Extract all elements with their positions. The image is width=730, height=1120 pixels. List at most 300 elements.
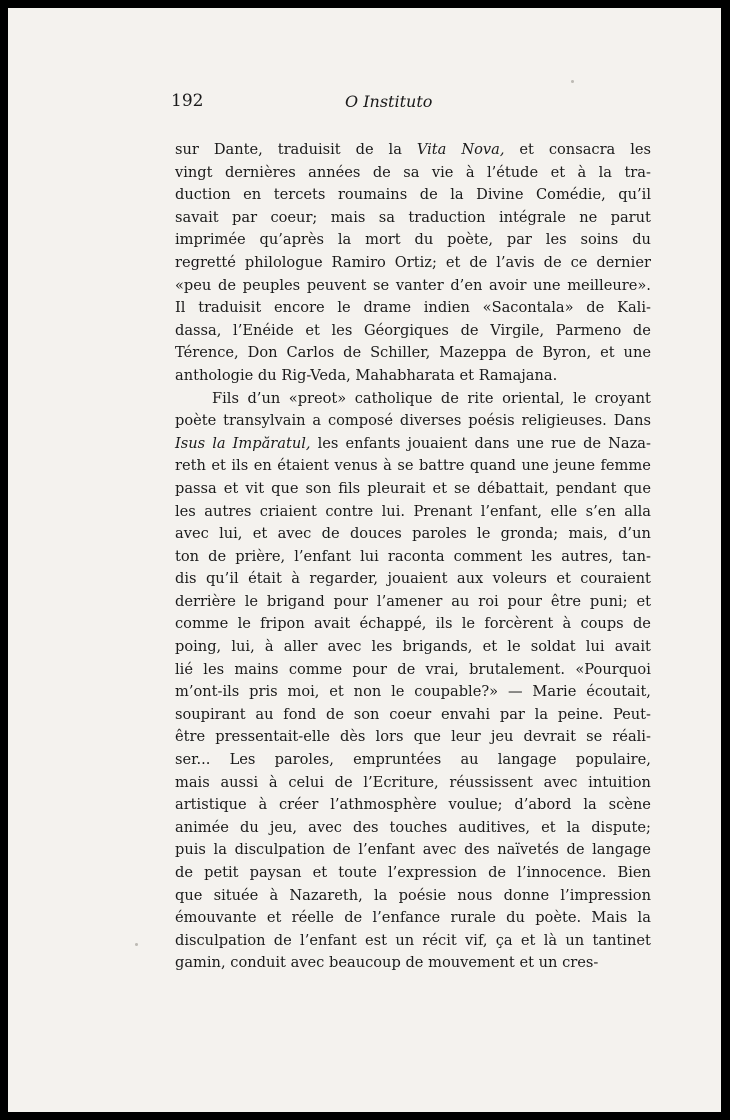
word: le bbox=[477, 525, 491, 543]
word: se bbox=[397, 457, 414, 475]
word: est bbox=[365, 931, 388, 949]
word: lors bbox=[375, 728, 404, 746]
word: qu’il bbox=[618, 186, 651, 204]
word: débattait, bbox=[477, 479, 549, 497]
word: le bbox=[391, 683, 405, 701]
word: soupirant bbox=[175, 705, 246, 723]
text-line bbox=[175, 433, 651, 456]
word: conduit bbox=[230, 954, 286, 972]
word: les bbox=[175, 502, 196, 520]
word: couraient bbox=[580, 570, 651, 588]
word: dispute; bbox=[591, 818, 651, 836]
word: Comédie, bbox=[536, 186, 606, 204]
word: lié bbox=[175, 660, 193, 678]
word: l’innocence. bbox=[517, 864, 607, 881]
word: de bbox=[372, 163, 391, 181]
word: battre bbox=[418, 457, 465, 475]
text-line bbox=[175, 817, 651, 840]
word: s’en bbox=[585, 502, 616, 520]
word: se bbox=[373, 276, 390, 294]
word: des bbox=[464, 841, 490, 859]
text-line bbox=[175, 365, 651, 388]
word: le bbox=[507, 638, 521, 656]
word: écoutait, bbox=[586, 683, 651, 701]
word: poète. bbox=[535, 909, 582, 927]
word: elle bbox=[550, 502, 578, 520]
word: un bbox=[565, 931, 585, 949]
word: traduisit bbox=[198, 299, 262, 317]
word: vif, bbox=[465, 931, 488, 949]
word: lui. bbox=[381, 502, 405, 520]
word: fils bbox=[338, 479, 361, 497]
word: et bbox=[432, 479, 447, 497]
word: ne bbox=[579, 208, 598, 226]
word: sa bbox=[403, 163, 420, 181]
word: transylvain bbox=[223, 412, 306, 430]
word: criaient bbox=[259, 502, 317, 520]
word: dernières bbox=[224, 163, 296, 181]
word: lui bbox=[360, 547, 379, 565]
word: le bbox=[572, 389, 587, 407]
word: anthologie bbox=[175, 366, 254, 384]
word: vit bbox=[245, 479, 265, 497]
word: de bbox=[208, 547, 227, 565]
word: scène bbox=[608, 796, 651, 814]
word: du bbox=[506, 909, 525, 927]
word: avec bbox=[422, 841, 457, 859]
word: d’un bbox=[247, 389, 281, 407]
page-header bbox=[171, 91, 651, 115]
word: de bbox=[460, 321, 479, 339]
word: que bbox=[271, 479, 299, 497]
word: Il bbox=[175, 299, 186, 317]
word: Byron, bbox=[542, 344, 592, 362]
text-line bbox=[175, 591, 651, 614]
word: devrait bbox=[523, 728, 576, 746]
word: son bbox=[353, 705, 380, 723]
word: au bbox=[255, 705, 274, 723]
word: fripon bbox=[260, 615, 305, 633]
text-line bbox=[175, 546, 651, 569]
word: l’étude bbox=[486, 163, 539, 181]
text-line bbox=[175, 613, 651, 636]
word: leur bbox=[451, 728, 481, 746]
word: années bbox=[308, 163, 361, 181]
word: jouaient bbox=[387, 570, 448, 588]
word: réali- bbox=[612, 728, 651, 746]
word: de bbox=[405, 954, 424, 972]
word: créer bbox=[279, 796, 319, 814]
word: dernier bbox=[596, 253, 651, 271]
word: tra- bbox=[624, 163, 651, 181]
word: Isus bbox=[175, 434, 206, 452]
word: de bbox=[175, 864, 193, 881]
word: une bbox=[516, 434, 544, 452]
word: Nazareth, bbox=[289, 886, 363, 904]
word: traduisit bbox=[277, 141, 341, 158]
word: l’enfant, bbox=[480, 502, 543, 520]
word: Don bbox=[247, 344, 278, 362]
word: Fils bbox=[212, 389, 239, 407]
word: d’abord bbox=[514, 796, 572, 814]
text-line bbox=[175, 410, 651, 433]
word: de bbox=[488, 864, 507, 881]
word: le bbox=[461, 615, 476, 633]
word: tan- bbox=[622, 547, 651, 565]
word: poète bbox=[175, 412, 217, 430]
word: coupable?» bbox=[414, 683, 499, 701]
word: située bbox=[213, 886, 259, 904]
word: qu’il bbox=[205, 570, 239, 588]
word: Kali- bbox=[617, 299, 651, 317]
word: dès bbox=[339, 728, 366, 746]
word: de bbox=[440, 389, 459, 407]
word: meilleure». bbox=[567, 276, 651, 294]
text-line bbox=[175, 320, 651, 343]
word: paroles, bbox=[274, 751, 334, 769]
word: «preot» bbox=[288, 389, 347, 407]
word: les bbox=[545, 231, 567, 249]
body-text bbox=[175, 139, 651, 975]
text-line bbox=[175, 726, 651, 749]
word: roi bbox=[478, 592, 499, 610]
text-line bbox=[175, 139, 651, 162]
word: de bbox=[343, 344, 362, 362]
word: religieuses. bbox=[521, 412, 607, 430]
word: ton bbox=[175, 547, 200, 565]
word: aussi bbox=[220, 773, 259, 791]
word: parut bbox=[610, 208, 651, 226]
word: puni; bbox=[589, 592, 628, 610]
word: beaucoup bbox=[329, 954, 401, 972]
word: de bbox=[583, 434, 602, 452]
word: la bbox=[450, 186, 464, 204]
word: donne bbox=[503, 886, 550, 904]
word: l’avis bbox=[496, 253, 535, 271]
word: Carlos bbox=[286, 344, 335, 362]
word: venus bbox=[334, 457, 378, 475]
word: croyant bbox=[594, 389, 651, 407]
word: et bbox=[223, 479, 239, 497]
word: «Pourquoi bbox=[575, 660, 651, 678]
text-line bbox=[175, 659, 651, 682]
word: artistique bbox=[175, 796, 247, 814]
word: a bbox=[312, 412, 322, 430]
text-line bbox=[175, 207, 651, 230]
word: une bbox=[533, 276, 561, 294]
word: Virgile, bbox=[490, 321, 545, 339]
word: aux bbox=[456, 570, 484, 588]
word: une bbox=[521, 457, 549, 475]
word: «Sacontala» bbox=[482, 299, 574, 317]
word: «peu bbox=[175, 276, 212, 294]
word: avec bbox=[327, 638, 362, 656]
word: avait bbox=[314, 615, 351, 633]
word: encore bbox=[273, 299, 325, 317]
word: la bbox=[534, 705, 549, 723]
word: pris bbox=[249, 683, 278, 701]
word: avec bbox=[308, 818, 342, 836]
text-line bbox=[175, 162, 651, 185]
word: alla bbox=[624, 502, 651, 520]
word: de bbox=[326, 705, 344, 723]
word: cres- bbox=[562, 954, 599, 972]
word: se bbox=[586, 728, 603, 746]
word: être bbox=[175, 728, 206, 746]
word: et bbox=[252, 525, 268, 543]
word: voulue; bbox=[448, 796, 503, 814]
word: forcèrent bbox=[484, 615, 554, 633]
word: la bbox=[388, 141, 402, 158]
text-line bbox=[175, 455, 651, 478]
word: de bbox=[632, 615, 651, 633]
word: Rig-Veda, bbox=[281, 366, 351, 384]
text-line bbox=[175, 907, 651, 930]
word: gronda; bbox=[500, 525, 559, 543]
word: avoir bbox=[489, 276, 527, 294]
word: de bbox=[515, 344, 534, 362]
word: toute bbox=[338, 864, 377, 881]
word: Nova, bbox=[461, 141, 505, 158]
word: de bbox=[217, 276, 236, 294]
word: Parmeno bbox=[555, 321, 622, 339]
word: Schiller, bbox=[370, 344, 431, 362]
word: poésis bbox=[468, 412, 515, 430]
word: étaient bbox=[277, 457, 329, 475]
word: de bbox=[397, 660, 416, 678]
word: touches bbox=[389, 818, 448, 836]
word: vingt bbox=[175, 163, 213, 181]
word: émouvante bbox=[175, 909, 257, 927]
word: reth bbox=[175, 457, 206, 475]
word: auditives, bbox=[458, 818, 531, 836]
word: là bbox=[543, 931, 558, 949]
word: être bbox=[550, 592, 582, 610]
text-line bbox=[175, 794, 651, 817]
word: échappé, bbox=[359, 615, 427, 633]
word: traduction bbox=[408, 208, 486, 226]
word: pressentait-elle bbox=[215, 728, 330, 746]
text-line bbox=[175, 501, 651, 524]
word: petit bbox=[204, 864, 239, 881]
paper-speck bbox=[571, 80, 574, 83]
text-line bbox=[175, 839, 651, 862]
word: et bbox=[556, 570, 571, 588]
word: oriental, bbox=[502, 389, 565, 407]
text-line bbox=[175, 388, 651, 411]
word: envahi bbox=[441, 705, 491, 723]
word: les bbox=[371, 638, 393, 656]
word: puis bbox=[175, 841, 206, 859]
word: l’impression bbox=[560, 886, 651, 904]
word: une bbox=[623, 344, 651, 362]
word: la bbox=[583, 796, 597, 814]
word: du bbox=[257, 366, 277, 384]
word: avec bbox=[175, 525, 209, 543]
word: langage bbox=[592, 841, 651, 859]
word: qu’après bbox=[259, 231, 325, 249]
word: ce bbox=[570, 253, 588, 271]
text-line bbox=[175, 952, 651, 975]
word: la bbox=[373, 886, 388, 904]
word: passa bbox=[175, 479, 217, 497]
word: l’enfant bbox=[358, 841, 416, 859]
word: Divine bbox=[476, 186, 524, 204]
text-line bbox=[175, 862, 651, 885]
word: roumains bbox=[337, 186, 408, 204]
word: celui bbox=[288, 773, 324, 791]
word: Ramajana. bbox=[478, 366, 558, 384]
word: non bbox=[353, 683, 382, 701]
word: diverses bbox=[399, 412, 462, 430]
word: lui, bbox=[219, 525, 243, 543]
word: son bbox=[305, 479, 332, 497]
word: quand bbox=[469, 457, 517, 475]
word: douces bbox=[349, 525, 402, 543]
word: indien bbox=[423, 299, 470, 317]
word: et bbox=[312, 864, 328, 881]
word: à bbox=[577, 163, 587, 181]
word: de bbox=[332, 841, 351, 859]
word: et bbox=[541, 818, 556, 836]
word: lui bbox=[585, 638, 605, 656]
word: les bbox=[531, 547, 553, 565]
text-line bbox=[175, 342, 651, 365]
word: de bbox=[321, 525, 340, 543]
word: de bbox=[632, 321, 651, 339]
word: paysan bbox=[249, 864, 302, 881]
word: l’enfant bbox=[294, 547, 351, 565]
word: duction bbox=[175, 186, 231, 204]
word: disculpation bbox=[234, 841, 326, 859]
word: réussissent bbox=[449, 773, 533, 791]
word: rurale bbox=[450, 909, 496, 927]
word: gamin, bbox=[175, 954, 226, 972]
text-line bbox=[175, 478, 651, 501]
word: mais bbox=[330, 208, 366, 226]
word: l’Enéide bbox=[233, 321, 294, 339]
word: par bbox=[506, 231, 532, 249]
word: empruntées bbox=[353, 751, 442, 769]
word: jouaient bbox=[407, 434, 468, 452]
word: Ortiz; bbox=[394, 253, 437, 271]
word: la bbox=[566, 818, 581, 836]
word: à bbox=[562, 615, 572, 633]
word: un bbox=[395, 931, 415, 949]
word: au bbox=[460, 751, 479, 769]
word: de bbox=[566, 841, 585, 859]
word: ça bbox=[495, 931, 513, 949]
word: l’expression bbox=[387, 864, 477, 881]
word: voleurs bbox=[492, 570, 547, 588]
word: sa bbox=[378, 208, 395, 226]
text-line bbox=[175, 252, 651, 275]
word: nous bbox=[457, 886, 493, 904]
word: récit bbox=[422, 931, 457, 949]
text-line bbox=[175, 749, 651, 772]
word: dis bbox=[175, 570, 197, 588]
word: Térence, bbox=[175, 344, 239, 362]
word: poète, bbox=[447, 231, 494, 249]
text-line bbox=[175, 229, 651, 252]
word: et bbox=[519, 954, 534, 972]
word: Géorgiques bbox=[363, 321, 449, 339]
word: comment bbox=[453, 547, 523, 565]
word: — bbox=[507, 683, 523, 701]
word: Mahabharata bbox=[355, 366, 455, 384]
word: et bbox=[266, 909, 282, 927]
word: l’amener bbox=[376, 592, 443, 610]
word: la bbox=[337, 231, 352, 249]
word: et bbox=[482, 638, 498, 656]
word: la bbox=[598, 163, 613, 181]
word: femme bbox=[600, 457, 651, 475]
word: ils bbox=[231, 457, 249, 475]
word: savait bbox=[175, 208, 219, 226]
word: poésie bbox=[398, 886, 447, 904]
word: et bbox=[445, 253, 461, 271]
paragraph bbox=[175, 139, 651, 388]
word: pendant bbox=[555, 479, 617, 497]
text-line bbox=[175, 885, 651, 908]
word: de bbox=[273, 931, 292, 949]
word: Prenant bbox=[413, 502, 473, 520]
word: soins bbox=[580, 231, 619, 249]
text-line bbox=[175, 681, 651, 704]
word: intuition bbox=[588, 773, 651, 791]
word: du bbox=[239, 818, 259, 836]
text-line bbox=[175, 704, 651, 727]
word: moi, bbox=[287, 683, 320, 701]
word: à bbox=[268, 773, 278, 791]
word: la bbox=[212, 434, 226, 452]
word: et bbox=[520, 931, 536, 949]
word: raconta bbox=[387, 547, 445, 565]
word: vrai, bbox=[425, 660, 459, 678]
word: du bbox=[632, 231, 651, 249]
word: les bbox=[331, 321, 353, 339]
word: rue bbox=[550, 434, 576, 452]
text-line bbox=[175, 523, 651, 546]
word: philologue bbox=[244, 253, 323, 271]
word: et bbox=[519, 141, 534, 158]
word: Vita bbox=[416, 141, 447, 158]
word: par bbox=[499, 705, 525, 723]
word: imprimée bbox=[175, 231, 246, 249]
word: Mais bbox=[591, 909, 628, 927]
word: était bbox=[248, 570, 282, 588]
text-line bbox=[175, 930, 651, 953]
word: en bbox=[243, 186, 262, 204]
word: sur bbox=[175, 141, 199, 158]
word: les bbox=[203, 660, 225, 678]
word: réelle bbox=[291, 909, 334, 927]
word: d’un bbox=[618, 525, 651, 543]
paragraph bbox=[175, 388, 651, 975]
word: Dans bbox=[613, 412, 651, 430]
word: de bbox=[586, 299, 605, 317]
word: à bbox=[269, 886, 279, 904]
word: brigands, bbox=[402, 638, 473, 656]
word: pour bbox=[352, 660, 387, 678]
word: que bbox=[623, 479, 651, 497]
word: autres bbox=[204, 502, 252, 520]
word: un bbox=[538, 954, 558, 972]
word: langage bbox=[497, 751, 557, 769]
word: pleurait bbox=[367, 479, 426, 497]
word: de bbox=[543, 253, 562, 271]
word: tercets bbox=[273, 186, 326, 204]
